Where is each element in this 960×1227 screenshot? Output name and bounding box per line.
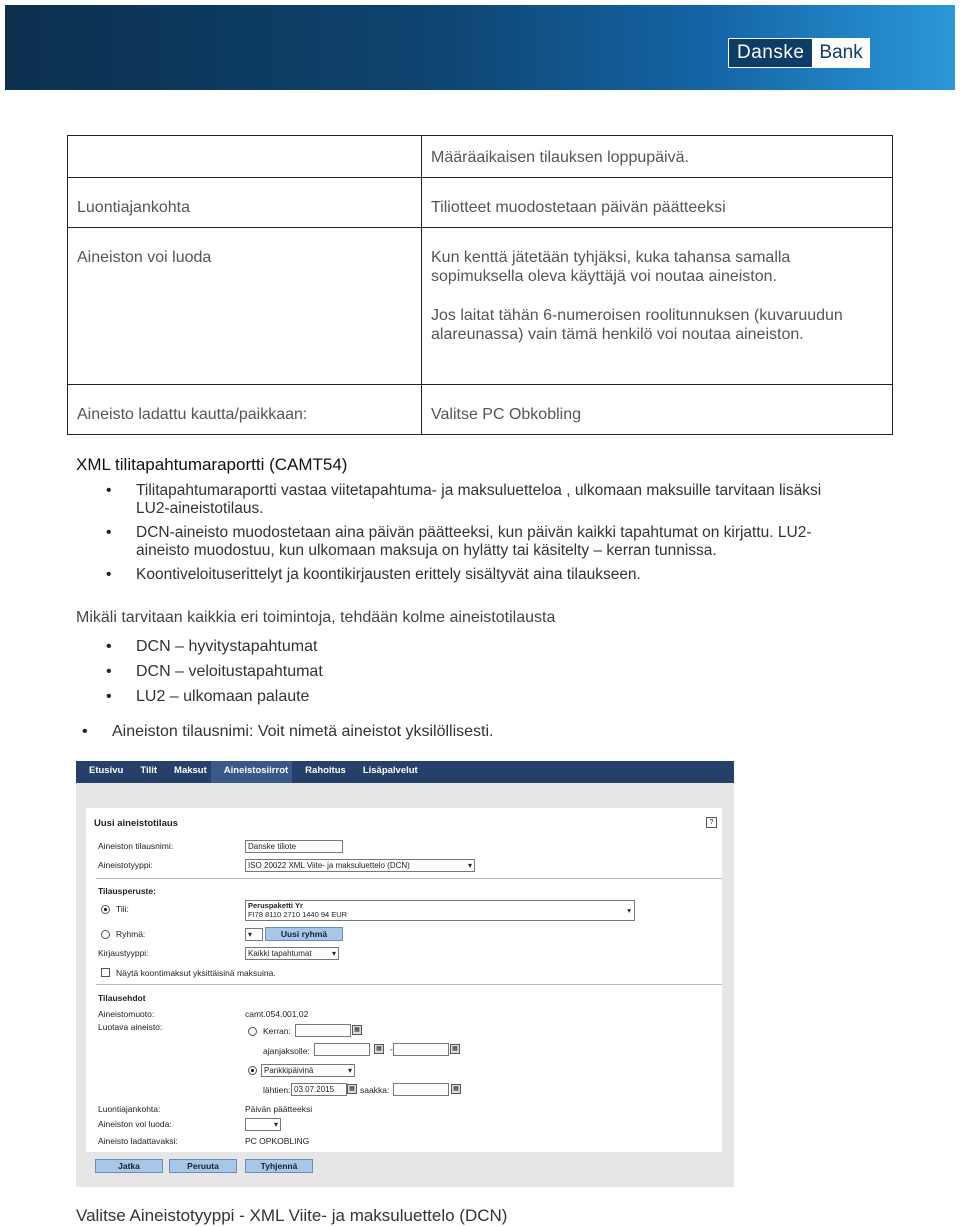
xml-heading: XML tilitapahtumaraportti (CAMT54)	[76, 455, 348, 474]
list-item: • Tilitapahtumaraportti vastaa viitetapahtuma- ja maksuluetteloa , ulkomaan maksuille tarvitaan lisäksi LU2-aineistotilaus.	[76, 482, 856, 518]
table-cell: Aineiston voi luoda	[68, 228, 422, 385]
danske-bank-logo	[728, 38, 870, 68]
list-item: • DCN – veloitustapahtumat	[76, 659, 776, 684]
menu-item-etusivu[interactable]: Etusivu	[89, 765, 124, 776]
account-name: Peruspaketti Yr	[248, 901, 303, 910]
intro-text: Mikäli tarvitaan kaikkia eri toimintoja, tehdään kolme aineistotilausta	[76, 609, 556, 626]
table-cell: Määräaikaisen tilauksen loppupäivä.	[422, 136, 893, 178]
divider	[96, 984, 722, 985]
label-group: Ryhmä:	[116, 929, 146, 939]
value-created: Päivän päätteeksi	[245, 1104, 313, 1114]
label-until: saakka:	[360, 1085, 390, 1095]
label-once: Kerran:	[263, 1026, 291, 1036]
app-screenshot	[76, 761, 734, 1187]
list-item: • Koontiveloituserittelyt ja koontikirjausten erittely sisältyvät aina tilaukseen.	[76, 566, 856, 584]
date-separator: -	[390, 1044, 393, 1054]
menu-item-maksut[interactable]: Maksut	[174, 765, 207, 776]
xml-bullet-list	[76, 482, 856, 584]
terms-heading: Tilausehdot	[98, 993, 146, 1003]
basis-heading: Tilausperuste:	[98, 886, 156, 896]
table-cell: Valitse PC Obkobling	[422, 385, 893, 435]
chevron-down-icon: ▾	[331, 949, 336, 958]
form-title: Uusi aineistotilaus	[94, 818, 178, 829]
calendar-icon[interactable]: ▦	[347, 1084, 357, 1094]
header-banner	[5, 5, 955, 90]
cancel-button[interactable]: Peruuta	[169, 1159, 237, 1173]
table-cell	[422, 228, 893, 385]
menu-item-rahoitus[interactable]: Rahoitus	[305, 765, 346, 776]
table-row	[68, 136, 893, 178]
menu-item-aineistosiirrot[interactable]: Aineistosiirrot	[211, 761, 292, 783]
period-start-input[interactable]	[314, 1043, 370, 1056]
table-cell-paragraph: Jos laitat tähän 6-numeroisen roolitunnuksen (kuvaruudun alareunassa) vain tämä henkilö voi noutaa aineiston.	[431, 307, 843, 343]
name-input[interactable]: Danske tiliote	[245, 840, 343, 853]
table-row	[68, 228, 893, 385]
main-menu	[76, 761, 734, 783]
label-loaded: Aineisto ladattavaksi:	[98, 1136, 178, 1146]
label-type: Aineistotyyppi:	[98, 860, 153, 870]
calendar-icon[interactable]: ▦	[374, 1044, 384, 1054]
form-panel	[86, 808, 722, 1152]
group-select[interactable]	[245, 928, 263, 941]
table-row	[68, 178, 893, 228]
calendar-icon[interactable]: ▦	[352, 1025, 362, 1035]
once-radio[interactable]	[248, 1027, 257, 1036]
account-select[interactable]	[245, 900, 635, 921]
table-cell: Luontiajankohta	[68, 178, 422, 228]
continue-button[interactable]: Jatka	[95, 1159, 163, 1173]
help-icon[interactable]: ?	[706, 817, 717, 828]
value-loaded: PC OPKOBLING	[245, 1136, 310, 1146]
menu-item-tilit[interactable]: Tilit	[140, 765, 158, 776]
once-date-input[interactable]	[295, 1024, 351, 1037]
table-cell: Tiliotteet muodostetaan päivän päätteeksi	[422, 178, 893, 228]
calendar-icon[interactable]: ▦	[451, 1084, 461, 1094]
label-produced: Luotava aineisto:	[98, 1022, 163, 1032]
list-item: • LU2 – ulkomaan palaute	[76, 684, 776, 709]
list-item: • DCN-aineisto muodostetaan aina päivän päätteeksi, kun päivän kaikki tapahtumat on kirjattu. LU2-aineisto muodostuu, kun ulkomaan maksuja on hylätty tai käsitelty – kerran tunnissa.	[76, 524, 856, 560]
label-created: Luontiajankohta:	[98, 1104, 161, 1114]
entry-type-select[interactable]	[245, 947, 339, 960]
checkbox-label: Näytä koontimaksut yksittäisinä maksuina.	[116, 968, 276, 978]
list-item: • DCN – hyvitystapahtumat	[76, 634, 776, 659]
chevron-down-icon: ▾	[467, 861, 472, 870]
info-table	[67, 135, 893, 435]
divider	[96, 878, 722, 879]
account-iban: FI78 8110 2710 1440 94 EUR	[248, 910, 348, 919]
type-select[interactable]	[245, 859, 475, 872]
until-date-input[interactable]	[393, 1083, 449, 1096]
label-from: lähtien:	[263, 1085, 291, 1095]
label-name: Aineiston tilausnimi:	[98, 841, 174, 851]
name-bullet-list	[52, 723, 752, 741]
frequency-select[interactable]	[261, 1064, 355, 1077]
caption: Valitse Aineistotyyppi - XML Viite- ja maksuluettelo (DCN)	[76, 1206, 508, 1225]
table-cell	[68, 136, 422, 178]
new-group-button[interactable]: Uusi ryhmä	[265, 927, 343, 941]
chevron-down-icon: ▾	[248, 930, 253, 939]
label-entry-type: Kirjaustyyppi:	[98, 948, 149, 958]
label-account: Tili:	[116, 904, 129, 914]
logo-part-2: Bank	[813, 39, 868, 67]
label-creator: Aineiston voi luoda:	[98, 1119, 172, 1129]
order-bullet-list	[76, 634, 776, 709]
frequency-radio[interactable]	[248, 1066, 257, 1075]
creator-select[interactable]	[245, 1118, 281, 1131]
label-format: Aineistomuoto:	[98, 1009, 155, 1019]
chevron-down-icon: ▾	[347, 1066, 352, 1075]
chevron-down-icon: ▾	[627, 906, 631, 915]
entry-type-value: Kaikki tapahtumat	[248, 949, 312, 958]
logo-part-1: Danske	[729, 39, 813, 67]
table-row	[68, 385, 893, 435]
label-period: ajanjaksolle:	[263, 1046, 310, 1056]
type-select-value: ISO 20022 XML Viite- ja maksuluettelo (DCN)	[248, 861, 410, 870]
frequency-value: Pankkipäivinä	[264, 1066, 314, 1075]
account-radio[interactable]	[101, 905, 110, 914]
combined-payments-checkbox[interactable]	[101, 968, 110, 977]
calendar-icon[interactable]: ▦	[450, 1044, 460, 1054]
clear-button[interactable]: Tyhjennä	[245, 1159, 313, 1173]
from-date-input[interactable]: 03.07.2015	[291, 1083, 347, 1096]
chevron-down-icon: ▾	[273, 1120, 278, 1129]
value-format: camt.054.001.02	[245, 1009, 309, 1019]
list-item: • Aineiston tilausnimi: Voit nimetä aineistot yksilöllisesti.	[52, 723, 752, 741]
menu-item-lisapalvelut[interactable]: Lisäpalvelut	[362, 765, 418, 776]
group-radio[interactable]	[101, 930, 110, 939]
table-cell: Aineisto ladattu kautta/paikkaan:	[68, 385, 422, 435]
table-cell-paragraph: Kun kenttä jätetään tyhjäksi, kuka tahansa samalla sopimuksella oleva käyttäjä voi noutaa aineiston.	[431, 249, 791, 285]
period-end-input[interactable]	[393, 1043, 449, 1056]
